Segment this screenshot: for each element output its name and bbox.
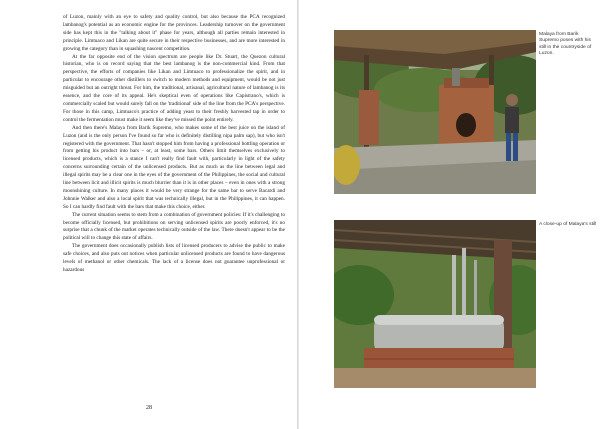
paragraph: The current situation seems to stem from a combination of government policies: If it's challenging to become officially licensed, but prohibitions on serving unlicensed spirits are poorly enforced, it's no surprise that a chunk of the market operates technically outside of the law. There doesn't appear to be the political will to change this state of affairs. [63,211,285,242]
paragraph: of Luzon, mainly with an eye to safety and quality control, but also because the PCA recognized lambanog's potential as an economic engine for the provinces. Leadership turnover on the government side has kept this in the "talking about it" phase for years, although all parties remain interested in principle. Limtuaco and Likan are quite secure in their respective businesses, and are more interested in growing the category than in squashing nascent competition. [63,14,285,52]
paragraph: The government does occasionally publish lists of licensed producers to advise the public to make safe choices, and also puts out notices when particular unlicensed products are found to have dangerous levels of methanol or other chemicals. The lack of a license does not guarantee unprofessional or hazardous [63,243,285,273]
photo-caption: A close-up of Malaya's still [539,222,597,227]
paragraph: And then there's Malaya from Barik Supremo, who makes some of the best juice on the island of Luzon (and is the only person I've found so far who is definitely distilling nipa palm sap), but who isn't registered with the government. That hasn't stopped him from having a professional bottling operation or from getting his product into bars – or, at least, some bars. Others limit themselves exclusively to licensed products, which is a stance I can't really find fault with, particularly in light of the safety concerns surrounding certain of the unlicensed products. But as much as the line between legal and illegal spirits may be a clear one in the eyes of the government of the Philippines, the social and cultural line between licit and illicit spirits is much blurrier than it is in other places – even in ones with a strong moonshining culture. In many places it would be very strange for the same bar to serve Bacardi and Johnnie Walker and also a local spirit that was technically illegal, but in the Philippines, it can happen. So I can hardly find fault with the bars that make this choice, either. [63,124,285,210]
left-page [0,0,298,429]
photo-still-closeup [334,220,536,388]
body-text [63,14,285,275]
right-page [299,0,600,429]
photo-caption: Malaya from Barik Supremo poses with his still in the countryside of Luzon. [539,32,592,57]
photo-malaya-with-still [334,30,536,194]
page-number: 28 [146,405,152,411]
paragraph: At the far opposite end of the vision spectrum are people like Dr. Stuart, the Quezon cultural historian, who is on record saying that the best lambanog is the non-commercial kind. From that perspective, the efforts of companies like Likan and Limtuaco to professionalize the spirit, and in particular to encourage other distillers to switch to modern methods and equipment, would be not just misguided but an outright threat. For him, the traditional, artisanal, agricultural nature of lambanog is its essence, and the core of its appeal. He's skeptical even of operations like Capistrano's, which is commercially scaled but would surely fall on the 'traditional' side of the line from the PCA's perspective. For those in this camp, Limtuaco's practice of adding yeast to their freshly harvested tap in order to control the fermentation must make it seem like they've missed the point entirely. [63,53,285,123]
